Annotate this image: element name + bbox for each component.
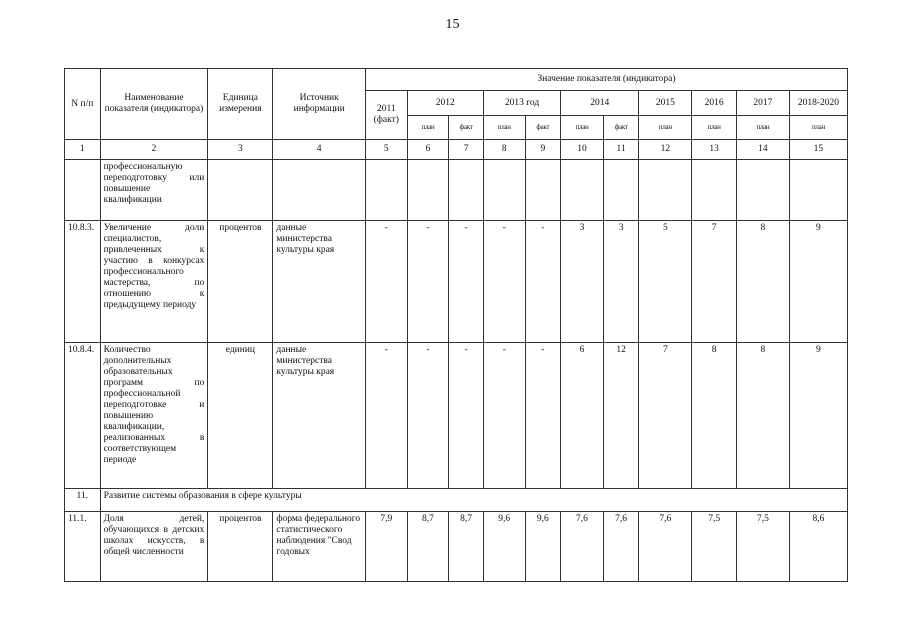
value-cell: 3 [603,221,639,343]
unit-cell: единиц [208,343,273,489]
section-row [65,489,848,512]
colnum: 2 [100,140,208,160]
unit-cell: процентов [208,221,273,343]
header-year-2014: 2014 [561,91,639,116]
colnum: 13 [692,140,737,160]
header-num: N п/п [65,69,101,140]
row-num: 11.1. [65,512,101,582]
header-plan-2016: план [692,116,737,140]
table-row [65,221,848,343]
header-fact-2012: факт [449,116,484,140]
source-cell: данные министерства культуры края [273,221,366,343]
header-year-2017: 2017 [737,91,790,116]
header-year-2015: 2015 [639,91,692,116]
column-number-row [65,140,848,160]
header-name: Наименование показателя (индикатора) [100,69,208,140]
value-cell: - [525,343,561,489]
value-cell: 3 [561,221,604,343]
colnum: 6 [407,140,449,160]
header-year-2013: 2013 год [483,91,560,116]
header-year-2018-2020: 2018-2020 [789,91,847,116]
value-cell: 5 [639,221,692,343]
value-cell: - [449,343,484,489]
value-cell: 8 [692,343,737,489]
source-cell: данные министерства культуры края [273,343,366,489]
colnum: 12 [639,140,692,160]
section-num: 11. [65,489,101,512]
header-plan-2018-2020: план [789,116,847,140]
header-plan-2012: план [407,116,449,140]
header-plan-2014: план [561,116,604,140]
colnum: 14 [737,140,790,160]
header-year-2016: 2016 [692,91,737,116]
row-num: 10.8.4. [65,343,101,489]
header-year-2011: 2011 (факт) [365,91,407,140]
header-source: Источник информации [273,69,366,140]
value-cell: 7,6 [639,512,692,582]
table-row [65,343,848,489]
value-cell: 7,6 [561,512,604,582]
value-cell: 8,7 [407,512,449,582]
header-fact-2013: факт [525,116,561,140]
value-cell: - [449,221,484,343]
indicator-name: Увеличение доли специалистов, привлеченных к участию в конкурсах профессионального мастерства, по отношению к предыдущему периоду [100,221,208,343]
unit-cell: процентов [208,512,273,582]
value-cell: - [407,343,449,489]
colnum: 3 [208,140,273,160]
indicators-table [64,68,848,582]
colnum: 7 [449,140,484,160]
value-cell: 7,6 [603,512,639,582]
value-cell: - [407,221,449,343]
value-cell: 7 [692,221,737,343]
table-row [65,160,848,221]
header-plan-2013: план [483,116,525,140]
colnum: 9 [525,140,561,160]
row-num: 10.8.3. [65,221,101,343]
indicator-name: Количество дополнительных образовательных программ по профессиональной переподготовке и повышению квалификации, реализованных в соответствующем периоде [100,343,208,489]
colnum: 11 [603,140,639,160]
indicator-name: Доля детей, обучающихся в детских школах искусств, в общей численности [100,512,208,582]
value-cell: 9 [789,221,847,343]
value-cell: 8 [737,221,790,343]
value-cell: 9,6 [483,512,525,582]
value-cell: 12 [603,343,639,489]
header-unit: Единица измерения [208,69,273,140]
header-plan-2017: план [737,116,790,140]
header-year-2012: 2012 [407,91,483,116]
colnum: 1 [65,140,101,160]
colnum: 5 [365,140,407,160]
value-cell: 7 [639,343,692,489]
value-cell: 7,5 [692,512,737,582]
indicator-name: профессиональную переподготовку или повышение квалификации [100,160,208,221]
header-plan-2015: план [639,116,692,140]
header-value-group: Значение показателя (индикатора) [365,69,847,91]
colnum: 8 [483,140,525,160]
colnum: 4 [273,140,366,160]
value-cell: 8 [737,343,790,489]
value-cell: - [483,221,525,343]
colnum: 10 [561,140,604,160]
page-number: 15 [445,17,460,32]
section-title: Развитие системы образования в сфере культуры [100,489,847,512]
value-cell: 8,7 [449,512,484,582]
row-num-cell [65,160,101,221]
header-row-1 [65,69,848,91]
value-cell: - [365,221,407,343]
value-cell: 7,5 [737,512,790,582]
value-cell: 9,6 [525,512,561,582]
header-fact-2014: факт [603,116,639,140]
table-row [65,512,848,582]
source-cell: форма федерального статистического наблюдения "Свод годовых [273,512,366,582]
colnum: 15 [789,140,847,160]
value-cell: - [365,343,407,489]
value-cell: 6 [561,343,604,489]
value-cell: 7,9 [365,512,407,582]
value-cell: 8,6 [789,512,847,582]
value-cell: - [525,221,561,343]
value-cell: 9 [789,343,847,489]
value-cell: - [483,343,525,489]
